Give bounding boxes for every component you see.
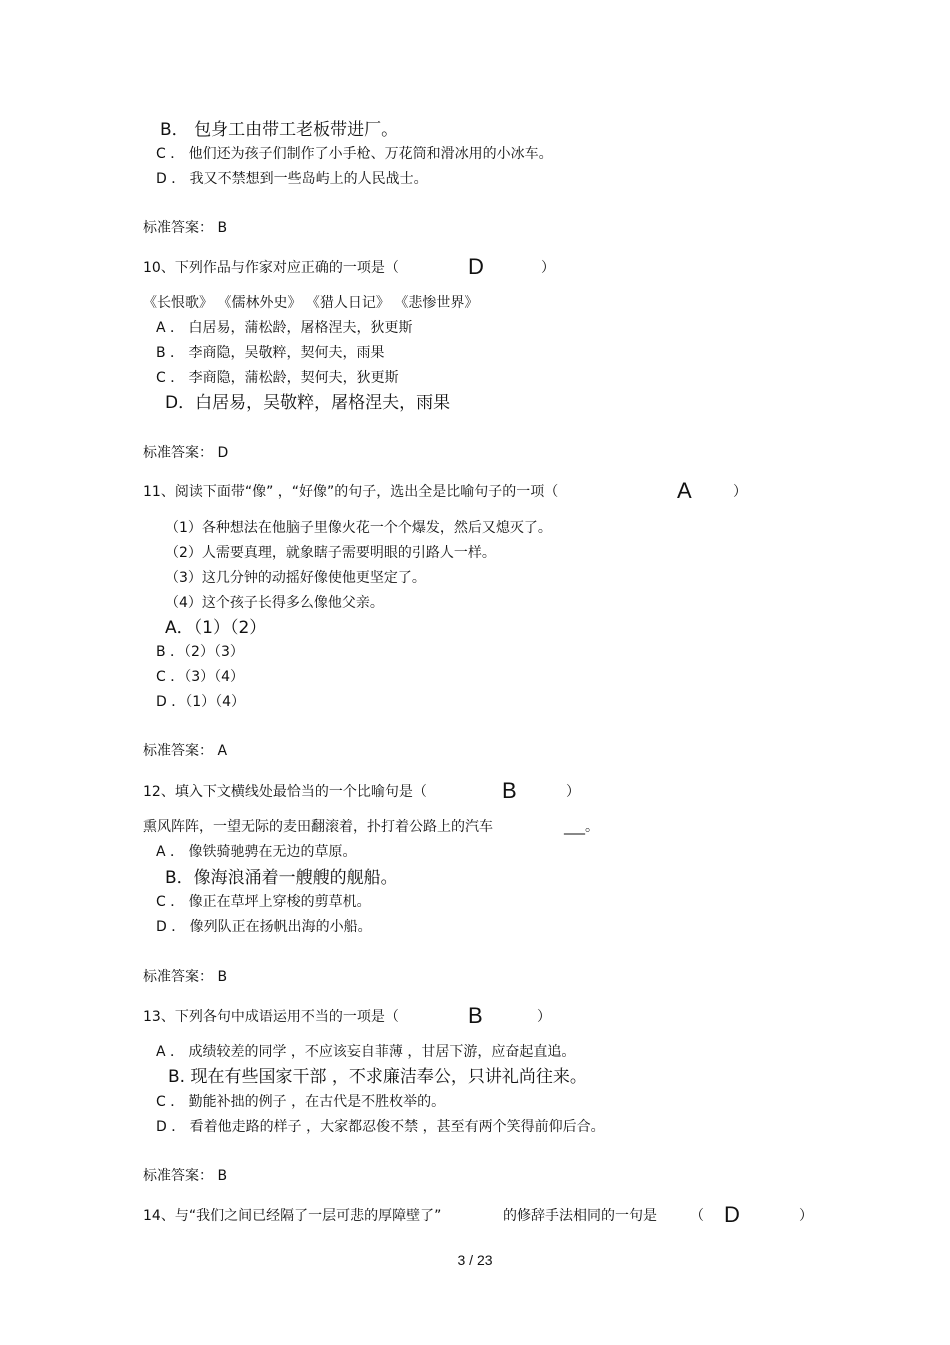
q12-blank: ___。 (564, 819, 599, 835)
q12-option-a: A ． 像铁骑驰骋在无边的草原。 (156, 844, 357, 860)
q14-close-paren: ） (799, 1208, 813, 1224)
q10-close-paren: ） (541, 260, 555, 276)
q11-option-d: D ．（1）（4） (156, 694, 246, 710)
q9-standard-answer: 标准答案： B (143, 220, 228, 236)
q14-open-paren: （ (690, 1208, 704, 1224)
q14-stem: 14、与“我们之间已经隔了一层可悲的厚障壁了” (143, 1208, 442, 1224)
q11-option-a: A．（1）（2） (165, 618, 267, 638)
q11-option-b: B ．（2）（3） (156, 644, 244, 660)
q10-standard-answer: 标准答案： D (143, 445, 229, 461)
q14-stem-continued: 的修辞手法相同的一句是 (503, 1208, 657, 1224)
q11-answer: A (677, 478, 692, 503)
q9-option-c: C ． 他们还为孩子们制作了小手枪、万花筒和滑冰用的小冰车。 (156, 146, 553, 162)
q10-option-a: A ． 白居易，蒲松龄，屠格涅夫，狄更斯 (156, 320, 413, 336)
q10-option-c: C ． 李商隐，蒲松龄，契何夫，狄更斯 (156, 370, 399, 386)
q11-sentence-2: （2）人需要真理，就象瞎子需要明眼的引路人一样。 (165, 545, 496, 561)
q13-stem: 13、下列各句中成语运用不当的一项是（ (143, 1009, 399, 1025)
q12-close-paren: ） (566, 784, 580, 800)
q11-option-c: C ．（3）（4） (156, 669, 245, 685)
q10-option-b: B ． 李商隐，吴敬粹，契何夫，雨果 (156, 345, 385, 361)
q10-answer: D (468, 254, 484, 279)
q14-answer: D (724, 1202, 740, 1227)
q11-sentence-1: （1）各种想法在他脑子里像火花一个个爆发，然后又熄灭了。 (165, 520, 552, 536)
q12-option-c: C ． 像正在草坪上穿梭的剪草机。 (156, 894, 371, 910)
q13-option-a: A ． 成绩较差的同学 ，不应该妄自菲薄 ，甘居下游，应奋起直追。 (156, 1044, 576, 1060)
q11-close-paren: ） (733, 484, 747, 500)
q12-passage: 熏风阵阵，一望无际的麦田翻滚着，扑打着公路上的汽车 (143, 819, 493, 835)
q11-sentence-4: （4）这个孩子长得多么像他父亲。 (165, 595, 384, 611)
q13-answer: B (468, 1003, 483, 1028)
q10-works: 《长恨歌》 《儒林外史》 《猎人日记》 《悲惨世界》 (143, 295, 479, 311)
q12-standard-answer: 标准答案： B (143, 969, 228, 985)
page-number: 3 / 23 (457, 1252, 493, 1268)
q13-option-d: D ． 看着他走路的样子 ，大家都忍俊不禁 ，甚至有两个笑得前仰后合。 (156, 1119, 605, 1135)
q12-stem: 12、填入下文横线处最恰当的一个比喻句是（ (143, 784, 427, 800)
q13-option-c: C ． 勤能补拙的例子 ，在古代是不胜枚举的。 (156, 1094, 446, 1110)
q11-stem: 11、阅读下面带“像” ，“好像”的句子，选出全是比喻句子的一项（ (143, 484, 559, 500)
q13-close-paren: ） (537, 1009, 551, 1025)
q9-option-d: D ． 我又不禁想到一些岛屿上的人民战士。 (156, 171, 428, 187)
q13-standard-answer: 标准答案： B (143, 1168, 228, 1184)
q13-option-b: B. 现在有些国家干部 ，不求廉洁奉公，只讲礼尚往来。 (168, 1067, 587, 1087)
q10-option-d: D．白居易，吴敬粹，屠格涅夫，雨果 (165, 393, 451, 413)
q12-option-d: D ． 像列队正在扬帆出海的小船。 (156, 919, 372, 935)
q11-sentence-3: （3）这几分钟的动摇好像使他更坚定了。 (165, 570, 426, 586)
q12-answer: B (502, 778, 517, 803)
q10-stem: 10、下列作品与作家对应正确的一项是（ (143, 260, 399, 276)
q12-option-b: B．像海浪涌着一艘艘的舰船。 (165, 868, 398, 888)
q9-option-b: B． 包身工由带工老板带进厂。 (160, 120, 399, 140)
q11-standard-answer: 标准答案： A (143, 743, 228, 759)
